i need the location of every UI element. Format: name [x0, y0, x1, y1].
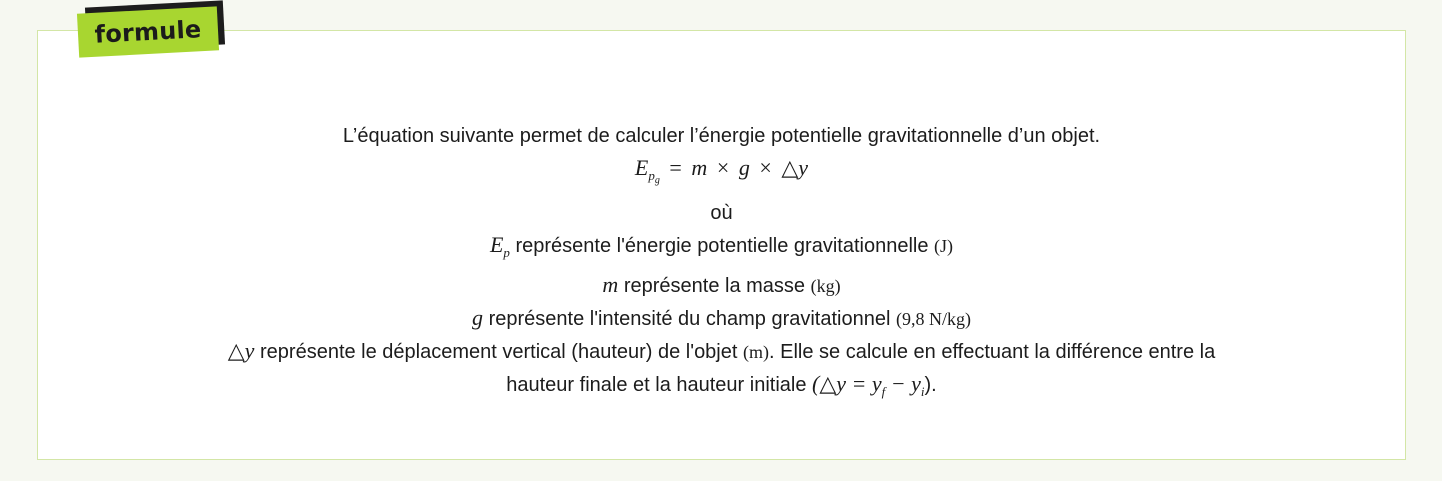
def-dy-text2: . Elle se calcule en effectuant la différence entre la	[769, 341, 1216, 363]
def-ep-text: représente l'énergie potentielle gravitationnelle	[509, 235, 935, 257]
def-dy-minus: − y	[885, 371, 921, 396]
badge-label: formule	[93, 15, 203, 49]
def-dy-formula-open: (△y = y	[812, 371, 882, 396]
definition-g	[37, 302, 1406, 335]
formula-badge	[72, 2, 232, 64]
def-m-unit: (kg)	[810, 276, 841, 296]
def-g-unit: (9,8 N/kg)	[895, 309, 971, 329]
eq-g: g	[738, 155, 750, 180]
def-ep-unit: (J)	[934, 236, 954, 256]
connector-text: où	[710, 202, 733, 224]
def-dy-yf-sub: f	[881, 384, 886, 399]
eq-mass: m	[691, 155, 708, 180]
def-ep-symbol: E	[489, 232, 504, 257]
def-dy-line2-text: hauteur finale et la hauteur initiale	[506, 374, 813, 396]
main-equation	[37, 152, 1406, 197]
badge-label-box	[77, 6, 219, 57]
def-ep-sub: p	[503, 245, 510, 260]
def-g-symbol: g	[472, 305, 484, 330]
def-m-text: représente la masse	[618, 275, 811, 297]
eq-lhs-sub: pg	[648, 168, 660, 186]
def-dy-symbol: △y	[227, 338, 255, 363]
definition-dy	[37, 335, 1406, 368]
def-dy-text: représente le déplacement vertical (hauteur) de l'objet	[254, 341, 743, 363]
def-dy-unit: (m)	[743, 342, 769, 362]
def-m-symbol: m	[602, 272, 619, 297]
eq-times-1: ×	[716, 155, 730, 180]
definition-ep	[37, 229, 1406, 269]
definition-dy-line2	[37, 368, 1406, 408]
def-dy-yi-sub: i	[920, 384, 925, 399]
def-dy-formula-close: ).	[924, 374, 937, 396]
eq-lhs: E	[634, 155, 649, 180]
formula-content	[37, 120, 1406, 408]
eq-times-2: ×	[759, 155, 772, 180]
eq-delta-y: △y	[781, 155, 809, 180]
eq-equals: =	[669, 155, 682, 180]
intro-text: L’équation suivante permet de calculer l’énergie potentielle gravitationnelle d’un objet.	[342, 125, 1101, 147]
def-g-text: représente l'intensité du champ gravitationnel	[483, 308, 896, 330]
definition-m	[37, 269, 1406, 302]
